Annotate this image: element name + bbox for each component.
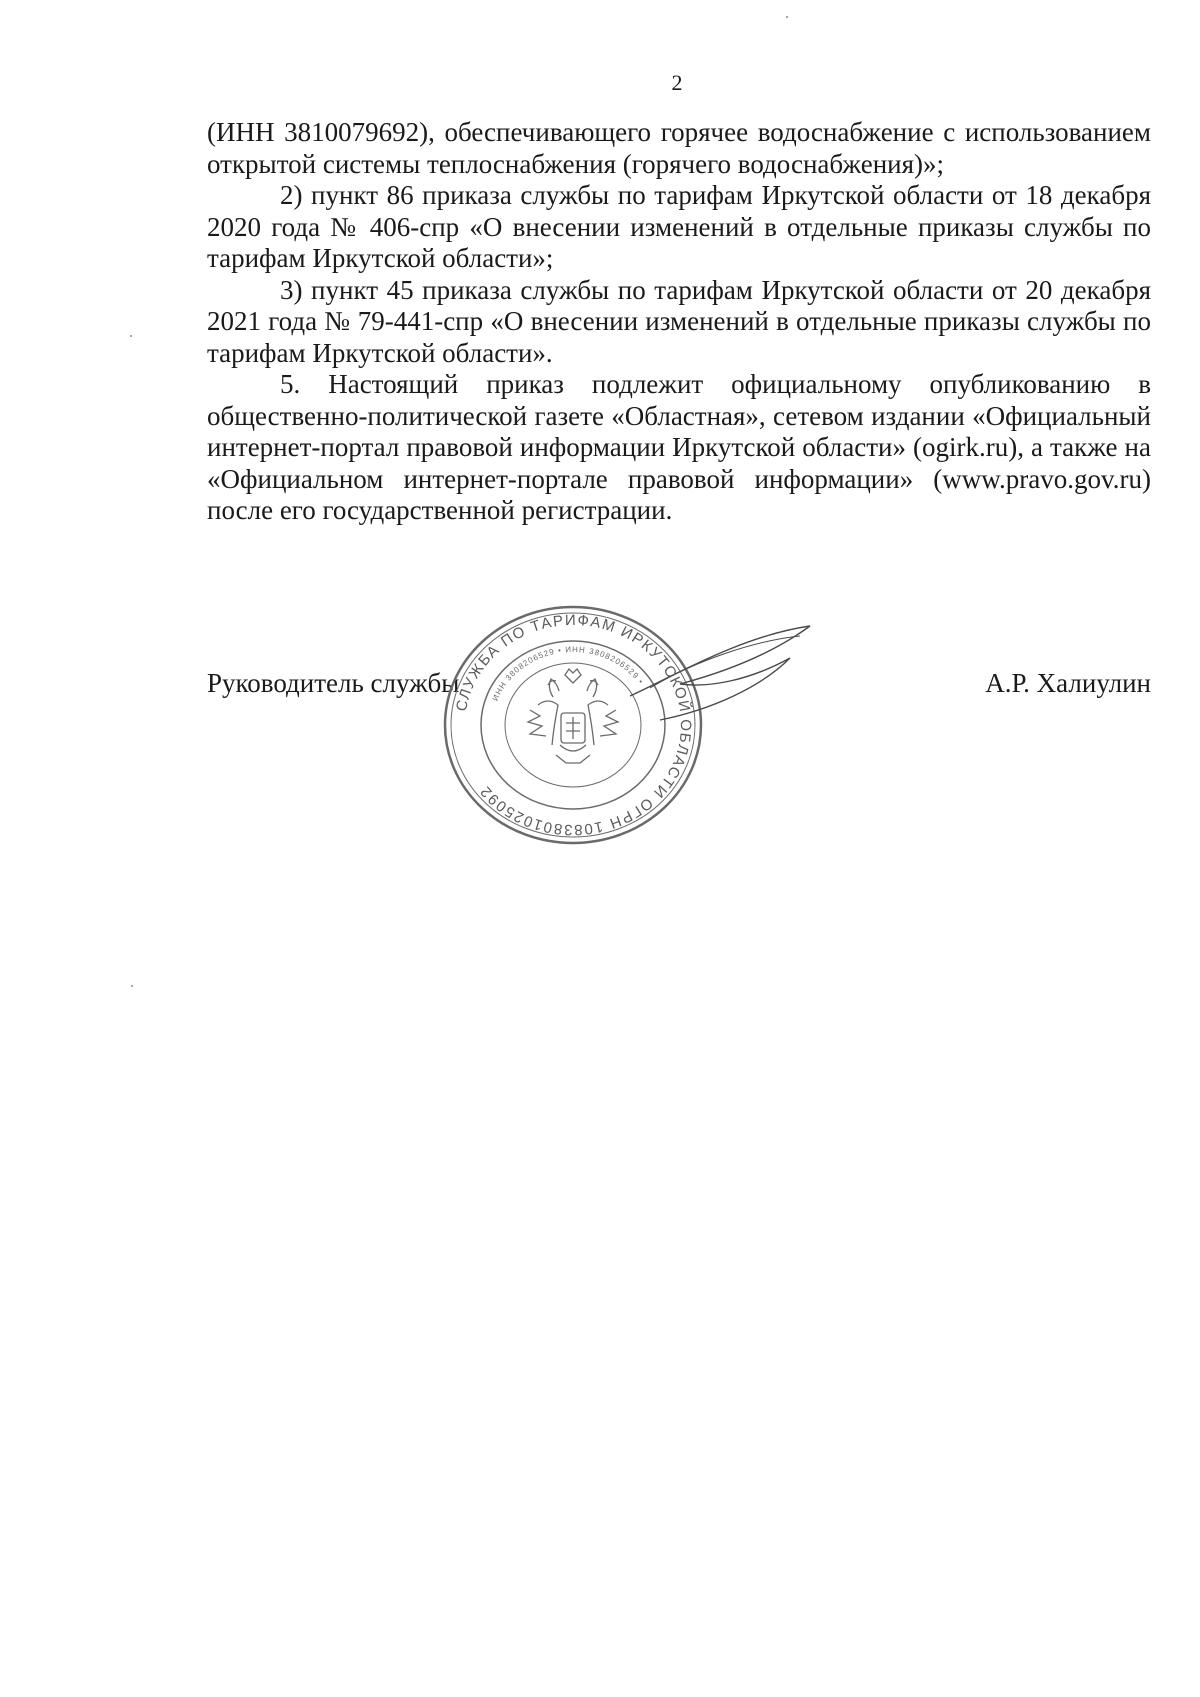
signatory-position: Руководитель службы (207, 668, 460, 698)
paragraph-publication: 5. Настоящий приказ подлежит официальному опубликованию в общественно-политической газете «Областная», сетевом издании «Официальный интернет-портал правовой информации Иркутской области» (ogirk.ru), а также на «Официальном интернет-портале правовой информации» (www.pravo.gov.ru) после его государственной регистрации. (207, 369, 1151, 525)
signatory-name: А.Р. Халиулин (985, 668, 1151, 698)
scan-speck (786, 16, 788, 18)
scan-speck (130, 335, 132, 337)
paragraph-item-2: 2) пункт 86 приказа службы по тарифам Иркутской области от 18 декабря 2020 года № 406-спр «О внесении изменений в отдельные приказы службы по тарифам Иркутской области»; (207, 180, 1151, 273)
document-body (207, 117, 1151, 527)
page-number: 2 (671, 70, 683, 95)
seal-inner-text: ИНН 3808206529 • ИНН 3808206529 • (490, 644, 646, 703)
seal-outer-text: СЛУЖБА ПО ТАРИФАМ ИРКУТСКОЙ ОБЛАСТИ ОГРН 1083801025092 (453, 611, 695, 839)
paragraph-inn: (ИНН 3810079692), обеспечивающего горячее водоснабжение с использованием открытой системы теплоснабжения (горячего водоснабжения)»; (207, 117, 1151, 179)
coat-of-arms-icon (528, 669, 618, 763)
handwritten-signature (620, 618, 820, 728)
paragraph-item-3: 3) пункт 45 приказа службы по тарифам Иркутской области от 20 декабря 2021 года № 79-441-спр «О внесении изменений в отдельные приказы службы по тарифам Иркутской области». (207, 274, 1151, 368)
scan-speck (131, 985, 133, 987)
